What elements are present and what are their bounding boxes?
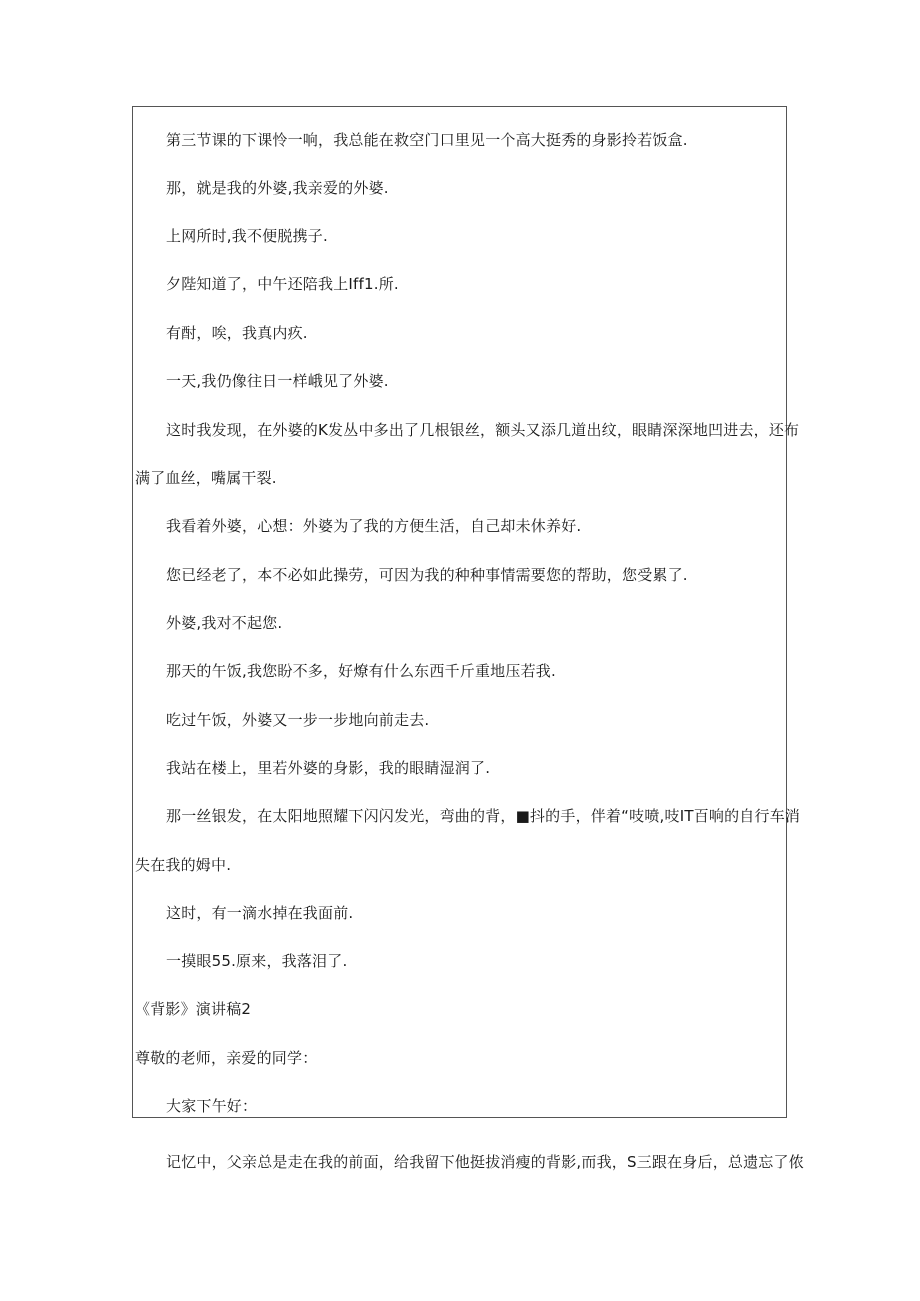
section-heading: 《背影》演讲稿2 [135,1000,252,1018]
paragraph-line: 夕陛知道了，中午还陪我上Iff1.所. [166,275,399,293]
greeting-line: 大家下午好： [166,1097,258,1115]
paragraph-line: 您已经老了，本不必如此操劳，可因为我的种种事情需要您的帮助，您受累了. [166,566,688,584]
paragraph-line: 外婆,我对不起您. [166,614,283,632]
paragraph-line: 吃过午饭，外婆又一步一步地向前走去. [166,711,430,729]
paragraph-line: 上网所时,我不便脱携子. [166,227,328,245]
salutation-line: 尊敬的老师，亲爱的同学： [135,1049,318,1067]
paragraph-line: 失在我的姆中. [135,856,232,874]
paragraph-line: 满了血丝，嘴属干裂. [135,469,277,487]
paragraph-line: 有酎，唉，我真内疚. [166,324,308,342]
paragraph-line: 这时，有一滴水掉在我面前. [166,904,354,922]
paragraph-line: 我站在楼上，里若外婆的身影，我的眼睛湿润了. [166,759,491,777]
paragraph-line: 那天的午饭,我您盼不多，好燎有什么东西千斤重地压若我. [166,662,556,680]
paragraph-line: 我看着外婆，心想：外婆为了我的方便生活，自己却未休养好. [166,517,582,535]
paragraph-line: 一摸眼55.原来，我落泪了. [166,952,348,970]
paragraph-line: 记忆中，父亲总是走在我的前面，给我留下他挺拔消瘦的背影,而我，S三跟在身后，总遗忘了侬 [166,1153,804,1171]
paragraph-line: 第三节课的下课怜一响，我总能在救空门口里见一个高大挺秀的身影拎若饭盒. [166,131,688,149]
paragraph-line: 那一丝银发，在太阳地照耀下闪闪发光，弯曲的背，■抖的手，伴着“吱喷,吱IT百响的自行车消 [166,807,801,825]
paragraph-line: 一天,我仍像往日一样峨见了外婆. [166,372,389,390]
paragraph-line: 那，就是我的外婆,我亲爱的外婆. [166,179,389,197]
paragraph-line: 这时我发现，在外婆的K发丛中多出了几根银丝，额头又添几道出纹，眼睛深深地凹进去，还布 [166,421,800,439]
